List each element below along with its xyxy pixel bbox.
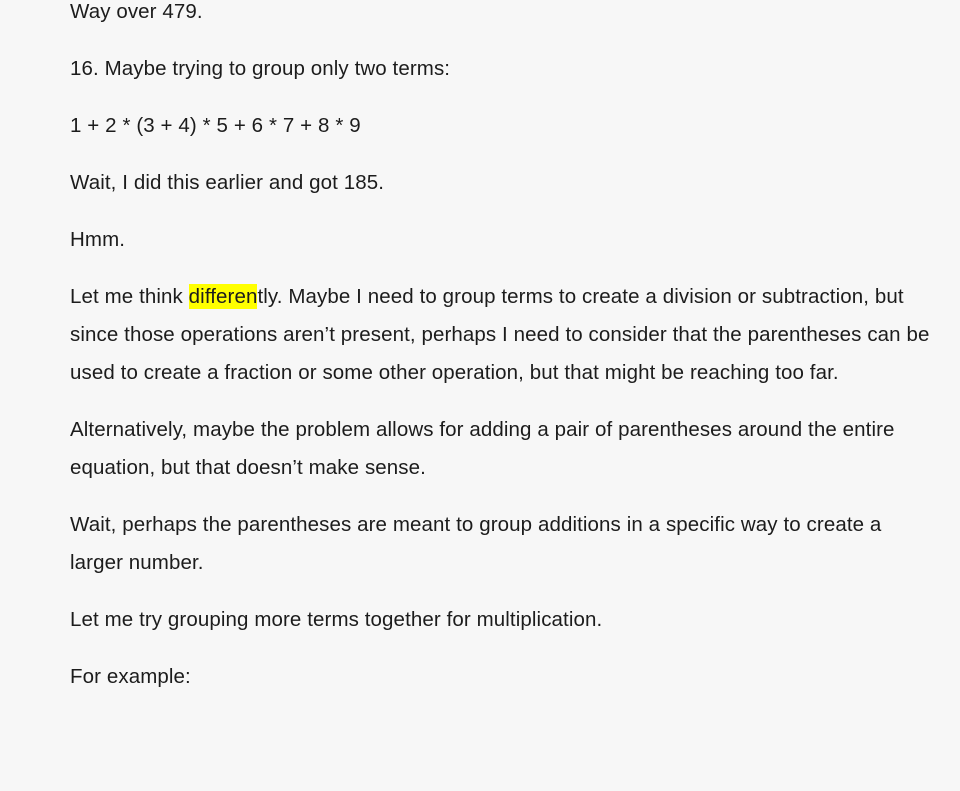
search-highlight: differen bbox=[188, 285, 258, 308]
text-segment: tly. Maybe I need to group terms to create a division or subtraction, but since those operations aren’t present, perhaps I need to consider that the parentheses can be used to create a fraction or some other operation, but that might be reaching too far. bbox=[70, 285, 930, 384]
text-segment: Let me think bbox=[70, 285, 189, 308]
paragraph-item-16: 16. Maybe trying to group only two terms: bbox=[70, 57, 451, 80]
paragraph-for-example: For example: bbox=[70, 665, 191, 688]
paragraph-think-differently bbox=[70, 278, 932, 392]
paragraph-wait-group-additions: Wait, perhaps the parentheses are meant to group additions in a specific way to create a larger number. bbox=[70, 513, 882, 574]
paragraph-alternatively: Alternatively, maybe the problem allows for adding a pair of parentheses around the entire equation, but that doesn’t make sense. bbox=[70, 418, 895, 479]
paragraph-wait-earlier: Wait, I did this earlier and got 185. bbox=[70, 171, 385, 194]
paragraph-hmm: Hmm. bbox=[70, 228, 126, 251]
paragraph-expression-1: 1 + 2 * (3 + 4) * 5 + 6 * 7 + 8 * 9 bbox=[70, 114, 361, 137]
paragraph-try-grouping: Let me try grouping more terms together for multiplication. bbox=[70, 608, 603, 631]
paragraph-way-over: Way over 479. bbox=[70, 0, 203, 23]
